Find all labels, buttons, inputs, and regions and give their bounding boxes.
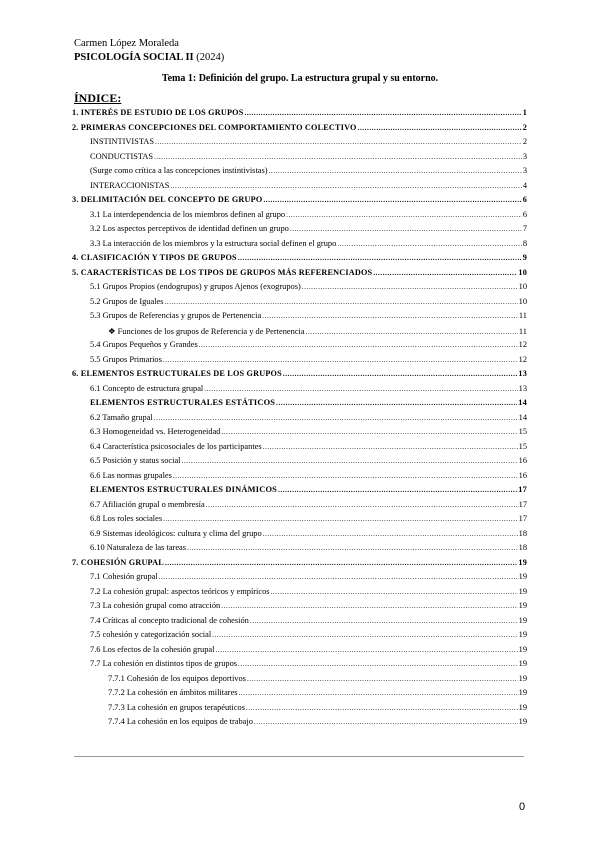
toc-entry[interactable] xyxy=(72,587,527,602)
toc-dot-leader xyxy=(239,689,518,697)
toc-entry-page: 10 xyxy=(518,296,527,306)
toc-entry[interactable] xyxy=(72,427,527,442)
toc-entry-label: 7.6 Los efectos de la cohesión grupal xyxy=(90,644,215,654)
toc-dot-leader xyxy=(187,544,518,552)
toc-entry[interactable] xyxy=(72,514,527,529)
toc-entry-label: 1. INTERÉS DE ESTUDIO DE LOS GRUPOS xyxy=(72,108,244,117)
toc-entry-label: 7.1 Cohesión grupal xyxy=(90,572,158,581)
toc-entry[interactable] xyxy=(72,674,527,689)
toc-dot-leader xyxy=(221,428,517,436)
toc-entry-label: 3.3 La interacción de los miembros y la estructura social definen el grupo xyxy=(90,238,337,248)
toc-entry[interactable] xyxy=(72,210,527,225)
toc-dot-leader xyxy=(337,240,522,248)
toc-entry[interactable] xyxy=(72,413,527,428)
toc-entry-label: 7.7.1 Cohesión de los equipos deportivos xyxy=(108,673,246,683)
toc-entry-page: 19 xyxy=(518,644,527,654)
toc-entry-label: 5.3 Grupos de Referencias y grupos de Pertenencia xyxy=(90,311,262,320)
toc-entry-label: 2. PRIMERAS CONCEPCIONES DEL COMPORTAMIENTO COLECTIVO xyxy=(72,122,357,132)
toc-entry-label: 6.1 Concepto de estructura grupal xyxy=(90,383,204,393)
toc-entry-label: 3.2 Los aspectos perceptivos de identidad definen un grupo xyxy=(90,224,289,233)
toc-entry[interactable] xyxy=(72,572,527,587)
toc-dot-leader xyxy=(358,124,522,132)
toc-entry-page: 18 xyxy=(518,543,527,552)
toc-entry[interactable] xyxy=(72,717,527,732)
toc-entry-page: 17 xyxy=(518,514,527,523)
toc-entry-page: 18 xyxy=(518,528,527,538)
toc-entry[interactable] xyxy=(72,703,527,718)
toc-dot-leader xyxy=(204,385,517,393)
toc-entry[interactable] xyxy=(72,369,527,384)
toc-entry-page: 12 xyxy=(518,340,527,349)
toc-entry-label: 6. ELEMENTOS ESTRUCTURALES DE LOS GRUPOS xyxy=(72,369,282,378)
toc-entry[interactable] xyxy=(72,355,527,370)
toc-entry-page: 3 xyxy=(522,151,527,161)
toc-entry[interactable] xyxy=(72,485,527,500)
toc-entry-label: 6.6 Las normas grupales xyxy=(90,470,172,480)
course-year: (2024) xyxy=(193,52,225,63)
toc-entry[interactable] xyxy=(72,645,527,660)
index-heading: ÍNDICE: xyxy=(74,91,122,105)
toc-entry[interactable] xyxy=(72,500,527,515)
toc-entry-label: 7.7.2 La cohesión en ámbitos militares xyxy=(108,688,238,697)
toc-dot-leader xyxy=(373,269,517,277)
toc-dot-leader xyxy=(263,196,521,204)
toc-entry[interactable] xyxy=(72,239,527,254)
toc-entry-label: CONDUCTISTAS xyxy=(90,151,154,161)
toc-entry-label: 5.1 Grupos Propios (endogrupos) y grupos Ajenos (exogrupos) xyxy=(90,282,301,291)
toc-entry-page: 11 xyxy=(518,326,527,336)
toc-dot-leader xyxy=(182,457,518,465)
toc-entry[interactable] xyxy=(72,123,527,138)
toc-dot-leader xyxy=(163,356,518,364)
toc-entry-page: 19 xyxy=(518,630,527,639)
toc-entry[interactable] xyxy=(72,297,527,312)
toc-entry[interactable] xyxy=(72,326,527,341)
toc-entry-page: 7 xyxy=(522,224,527,233)
toc-entry[interactable] xyxy=(72,543,527,558)
toc-dot-leader xyxy=(246,704,518,712)
toc-entry-page: 14 xyxy=(518,398,527,407)
toc-entry[interactable] xyxy=(72,442,527,457)
toc-dot-leader xyxy=(238,660,518,668)
toc-entry-label: 6.9 Sistemas ideológicos: cultura y clima del grupo xyxy=(90,528,262,538)
toc-dot-leader xyxy=(250,617,518,625)
toc-dot-leader xyxy=(212,631,517,639)
toc-dot-leader xyxy=(163,515,518,523)
toc-entry-page: 12 xyxy=(518,354,527,364)
toc-entry-label: 7.2 La cohesión grupal: aspectos teóricos y empíricos xyxy=(90,586,270,596)
toc-entry-page: 16 xyxy=(518,456,527,465)
toc-entry-label: 7.3 La cohesión grupal como atracción xyxy=(90,601,221,610)
toc-entry[interactable] xyxy=(72,688,527,703)
toc-entry-label: INTERACCIONISTAS xyxy=(90,180,170,190)
toc-dot-leader xyxy=(165,559,517,567)
toc-entry[interactable] xyxy=(72,253,527,268)
toc-entry[interactable] xyxy=(72,268,527,283)
toc-entry-page: 6 xyxy=(522,209,527,219)
toc-dot-leader xyxy=(302,283,518,291)
toc-entry[interactable] xyxy=(72,108,527,123)
toc-entry-page: 4 xyxy=(522,180,527,190)
toc-dot-leader xyxy=(215,646,517,654)
toc-dot-leader xyxy=(199,341,518,349)
toc-entry-page: 11 xyxy=(518,311,527,320)
toc-entry[interactable] xyxy=(72,181,527,196)
toc-dot-leader xyxy=(244,109,521,117)
toc-entry-label: (Surge como crítica a las concepciones instintivistas) xyxy=(90,166,268,175)
toc-entry-page: 19 xyxy=(518,659,527,668)
toc-dot-leader xyxy=(278,486,517,494)
toc-entry[interactable] xyxy=(72,558,527,573)
toc-dot-leader xyxy=(170,182,521,190)
toc-entry[interactable] xyxy=(72,659,527,674)
toc-entry-page: 6 xyxy=(522,195,527,204)
toc-entry[interactable] xyxy=(72,224,527,239)
toc-dot-leader xyxy=(290,225,522,233)
toc-entry-page: 19 xyxy=(518,586,527,596)
toc-dot-leader xyxy=(155,138,522,146)
toc-dot-leader xyxy=(306,328,518,336)
toc-entry[interactable] xyxy=(72,137,527,152)
toc-entry-label: 5.5 Grupos Primarios xyxy=(90,354,162,364)
toc-entry-page: 15 xyxy=(518,441,527,451)
table-of-contents xyxy=(72,108,527,732)
toc-entry-label: 7.7.4 La cohesión en los equipos de trabajo xyxy=(108,717,253,726)
toc-entry-label: ELEMENTOS ESTRUCTURALES ESTÁTICOS xyxy=(90,398,276,407)
toc-entry-page: 2 xyxy=(522,137,527,146)
toc-entry-label: 7.7.3 La cohesión en grupos terapéuticos xyxy=(108,702,245,712)
toc-entry[interactable] xyxy=(72,630,527,645)
toc-entry[interactable] xyxy=(72,340,527,355)
toc-entry-label: 6.3 Homogeneidad vs. Heterogeneidad xyxy=(90,427,221,436)
toc-entry-page: 17 xyxy=(518,485,527,494)
toc-dot-leader xyxy=(173,472,518,480)
toc-dot-leader xyxy=(165,298,518,306)
toc-entry-page: 19 xyxy=(518,702,527,712)
toc-entry-page: 2 xyxy=(522,122,527,132)
toc-entry-label: 6.4 Característica psicosociales de los participantes xyxy=(90,441,262,451)
toc-entry[interactable] xyxy=(72,384,527,399)
toc-dot-leader xyxy=(206,501,518,509)
toc-entry-page: 3 xyxy=(522,166,527,175)
toc-entry-page: 19 xyxy=(518,572,527,581)
toc-dot-leader xyxy=(263,443,518,451)
toc-dot-leader xyxy=(238,254,522,262)
toc-entry-label: ELEMENTOS ESTRUCTURALES DINÁMICOS xyxy=(90,485,278,494)
page-number: 0 xyxy=(519,801,526,813)
toc-dot-leader xyxy=(254,718,518,726)
toc-entry[interactable] xyxy=(72,471,527,486)
toc-entry-page: 8 xyxy=(522,238,527,248)
toc-entry-label: 5.4 Grupos Pequeños y Grandes xyxy=(90,340,198,349)
toc-entry-page: 16 xyxy=(518,470,527,480)
toc-entry-page: 19 xyxy=(518,601,527,610)
toc-entry-label: 5. CARACTERÍSTICAS DE LOS TIPOS DE GRUPOS MÁS REFERENCIADOS xyxy=(72,267,373,277)
toc-entry-page: 19 xyxy=(518,688,527,697)
toc-entry-page: 17 xyxy=(518,499,527,509)
toc-entry-page: 13 xyxy=(518,383,527,393)
author-name: Carmen López Moraleda xyxy=(74,38,179,49)
toc-entry-label: 6.8 Los roles sociales xyxy=(90,514,163,523)
course-title xyxy=(74,52,224,63)
toc-entry-page: 19 xyxy=(518,615,527,625)
toc-entry-label: 7.4 Críticas al concepto tradicional de cohesión xyxy=(90,615,249,625)
toc-entry-label: 4. CLASIFICACIÓN Y TIPOS DE GRUPOS xyxy=(72,253,237,262)
toc-entry-label: 6.7 Afiliación grupal o membresía xyxy=(90,499,205,509)
toc-dot-leader xyxy=(247,675,518,683)
toc-dot-leader xyxy=(221,602,517,610)
toc-entry[interactable] xyxy=(72,282,527,297)
toc-entry-label: 6.5 Posición y status social xyxy=(90,456,181,465)
toc-entry-label: 6.10 Naturaleza de las tareas xyxy=(90,543,187,552)
topic-title: Tema 1: Definición del grupo. La estructura grupal y su entorno. xyxy=(161,73,439,84)
toc-entry-label: 3.1 La interdependencia de los miembros definen al grupo xyxy=(90,209,286,219)
toc-dot-leader xyxy=(262,312,518,320)
toc-entry-page: 15 xyxy=(518,427,527,436)
toc-entry[interactable] xyxy=(72,529,527,544)
toc-entry[interactable] xyxy=(72,166,527,181)
toc-entry-label: 3. DELIMITACIÓN DEL CONCEPTO DE GRUPO xyxy=(72,195,263,204)
toc-dot-leader xyxy=(269,167,522,175)
toc-entry-page: 19 xyxy=(518,717,527,726)
course-name: PSICOLOGÍA SOCIAL II xyxy=(74,52,194,63)
toc-entry[interactable] xyxy=(72,311,527,326)
toc-entry[interactable] xyxy=(72,152,527,167)
toc-entry-page: 10 xyxy=(518,282,527,291)
toc-entry-label: 6.2 Tamaño grupal xyxy=(90,412,153,422)
toc-entry-label: 7. COHESIÓN GRUPAL xyxy=(72,557,164,567)
toc-dot-leader xyxy=(263,530,518,538)
toc-entry-page: 19 xyxy=(518,673,527,683)
toc-entry-label: 7.7 La cohesión en distintos tipos de grupos xyxy=(90,659,238,668)
toc-dot-leader xyxy=(159,573,518,581)
toc-entry-page: 14 xyxy=(518,412,527,422)
toc-dot-leader xyxy=(286,211,522,219)
toc-entry-page: 10 xyxy=(518,267,527,277)
toc-entry[interactable] xyxy=(72,195,527,210)
toc-entry-label: 5.2 Grupos de Iguales xyxy=(90,296,164,306)
toc-entry[interactable] xyxy=(72,398,527,413)
toc-entry-page: 9 xyxy=(522,253,527,262)
toc-entry-label: INSTINTIVISTAS xyxy=(90,137,154,146)
toc-dot-leader xyxy=(154,414,518,422)
toc-entry[interactable] xyxy=(72,616,527,631)
toc-entry[interactable] xyxy=(72,456,527,471)
toc-entry-page: 19 xyxy=(518,557,527,567)
toc-entry-label: 7.5 cohesión y categorización social xyxy=(90,630,212,639)
toc-entry-page: 13 xyxy=(518,369,527,378)
toc-entry[interactable] xyxy=(72,601,527,616)
toc-dot-leader xyxy=(271,588,518,596)
toc-dot-leader xyxy=(276,399,517,407)
toc-entry-label: ❖ Funciones de los grupos de Referencia y de Pertenencia xyxy=(108,326,305,336)
footer-divider xyxy=(74,756,524,757)
toc-dot-leader xyxy=(283,370,518,378)
toc-dot-leader xyxy=(154,153,522,161)
toc-entry-page: 1 xyxy=(522,108,527,117)
